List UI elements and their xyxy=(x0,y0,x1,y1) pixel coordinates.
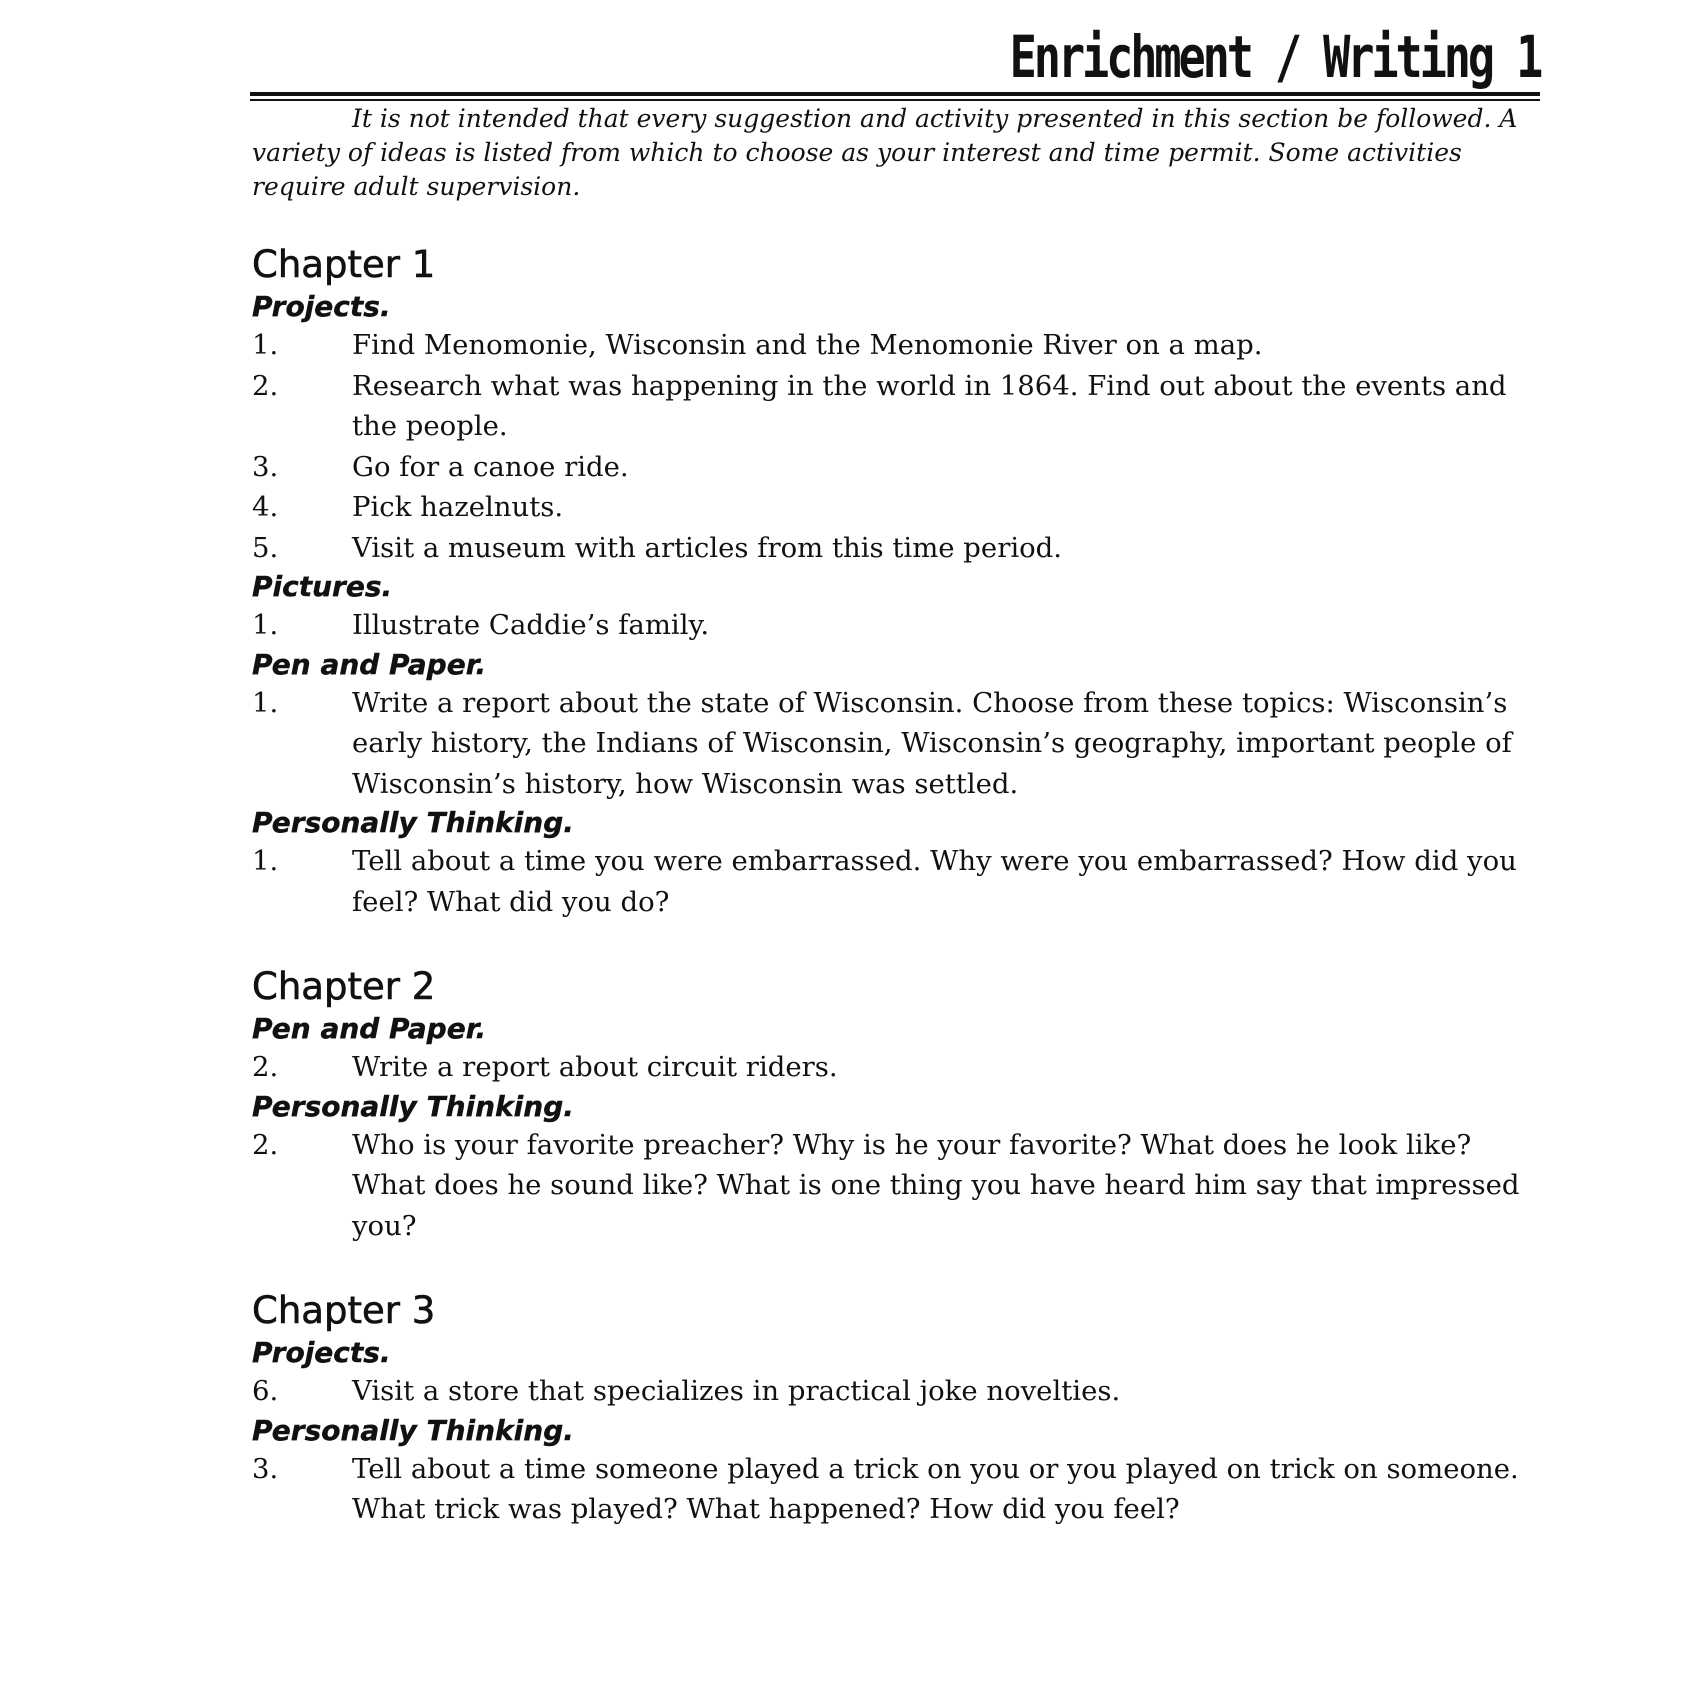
item-number: 6. xyxy=(252,1375,279,1407)
item-text: Go for a canoe ride. xyxy=(352,450,629,483)
item-text: Visit a museum with articles from this time period. xyxy=(352,531,1063,564)
chapter-spacer xyxy=(252,922,1540,964)
list-item xyxy=(252,683,1540,805)
list-item xyxy=(252,325,1540,366)
list-item xyxy=(252,487,1540,528)
page-title: Enrichment / Writing 1 xyxy=(1009,23,1540,91)
item-text: Illustrate Caddie’s family. xyxy=(352,609,710,641)
intro-paragraph: It is not intended that every suggestion and activity presented in this section be followed. A variety of ideas is listed from which to choose as your interest and time permit. Some activities require adult supervision. xyxy=(252,104,1518,201)
list-item xyxy=(252,1125,1540,1247)
item-number: 1. xyxy=(252,329,279,361)
item-number: 2. xyxy=(252,369,279,402)
section-heading-personally-thinking: Personally Thinking. xyxy=(252,1089,574,1123)
chapter-2 xyxy=(252,964,1540,1246)
chapter-heading: Chapter 3 xyxy=(252,1289,436,1332)
item-text: Write a report about circuit riders. xyxy=(352,1051,838,1083)
item-number: 4. xyxy=(252,491,279,523)
item-number: 3. xyxy=(252,450,279,483)
chapter-spacer xyxy=(252,1246,1540,1288)
list-item xyxy=(252,447,1540,488)
item-text: Visit a store that specializes in practical joke novelties. xyxy=(352,1375,1121,1407)
list-item xyxy=(252,841,1540,922)
item-text: Research what was happening in the world in 1864. Find out about the events and the people. xyxy=(352,369,1507,442)
item-text: Pick hazelnuts. xyxy=(352,491,564,523)
item-text: Who is your favorite preacher? Why is he your favorite? What does he look like? What does he sound like? What is one thing you have heard him say that impressed you? xyxy=(352,1128,1520,1242)
item-text: Tell about a time someone played a trick on you or you played on trick on someone. What trick was played? What happened? How did you feel? xyxy=(352,1452,1519,1525)
section-heading-pictures: Pictures. xyxy=(252,570,393,603)
chapters-container xyxy=(252,242,1540,1530)
section-heading-personally-thinking: Personally Thinking. xyxy=(252,1413,574,1447)
chapter-1 xyxy=(252,242,1540,922)
item-text: Find Menomonie, Wisconsin and the Menomonie River on a map. xyxy=(352,329,1263,361)
chapter-heading: Chapter 2 xyxy=(252,965,436,1008)
list-item xyxy=(252,1449,1540,1530)
section-heading-personally-thinking: Personally Thinking. xyxy=(252,806,574,839)
chapter-3 xyxy=(252,1288,1540,1530)
item-number: 2. xyxy=(252,1051,279,1083)
list-item xyxy=(252,366,1540,447)
chapter-heading: Chapter 1 xyxy=(252,243,436,286)
item-number: 1. xyxy=(252,609,279,641)
item-text: Tell about a time you were embarrassed. Why were you embarrassed? How did you feel? What did you do? xyxy=(352,845,1517,918)
list-item xyxy=(252,1047,1540,1088)
list-item xyxy=(252,605,1540,646)
section-heading-projects: Projects. xyxy=(252,290,391,323)
section-heading-projects: Projects. xyxy=(252,1336,391,1369)
item-number: 2. xyxy=(252,1128,279,1161)
item-text: Write a report about the state of Wisconsin. Choose from these topics: Wisconsin’s early history, the Indians of Wisconsin, Wisconsin’s geography, important people of Wisconsin’s history, how Wisconsin was settled. xyxy=(352,686,1512,800)
section-heading-pen-and-paper: Pen and Paper. xyxy=(252,1012,487,1045)
item-number: 1. xyxy=(252,845,279,877)
section-heading-pen-and-paper: Pen and Paper. xyxy=(252,647,487,681)
list-item xyxy=(252,528,1540,569)
header-rule-thin xyxy=(250,99,1540,101)
item-number: 3. xyxy=(252,1452,279,1485)
header-rule-thick xyxy=(250,92,1540,96)
list-item xyxy=(252,1371,1540,1412)
item-number: 1. xyxy=(252,686,279,719)
item-number: 5. xyxy=(252,531,279,564)
